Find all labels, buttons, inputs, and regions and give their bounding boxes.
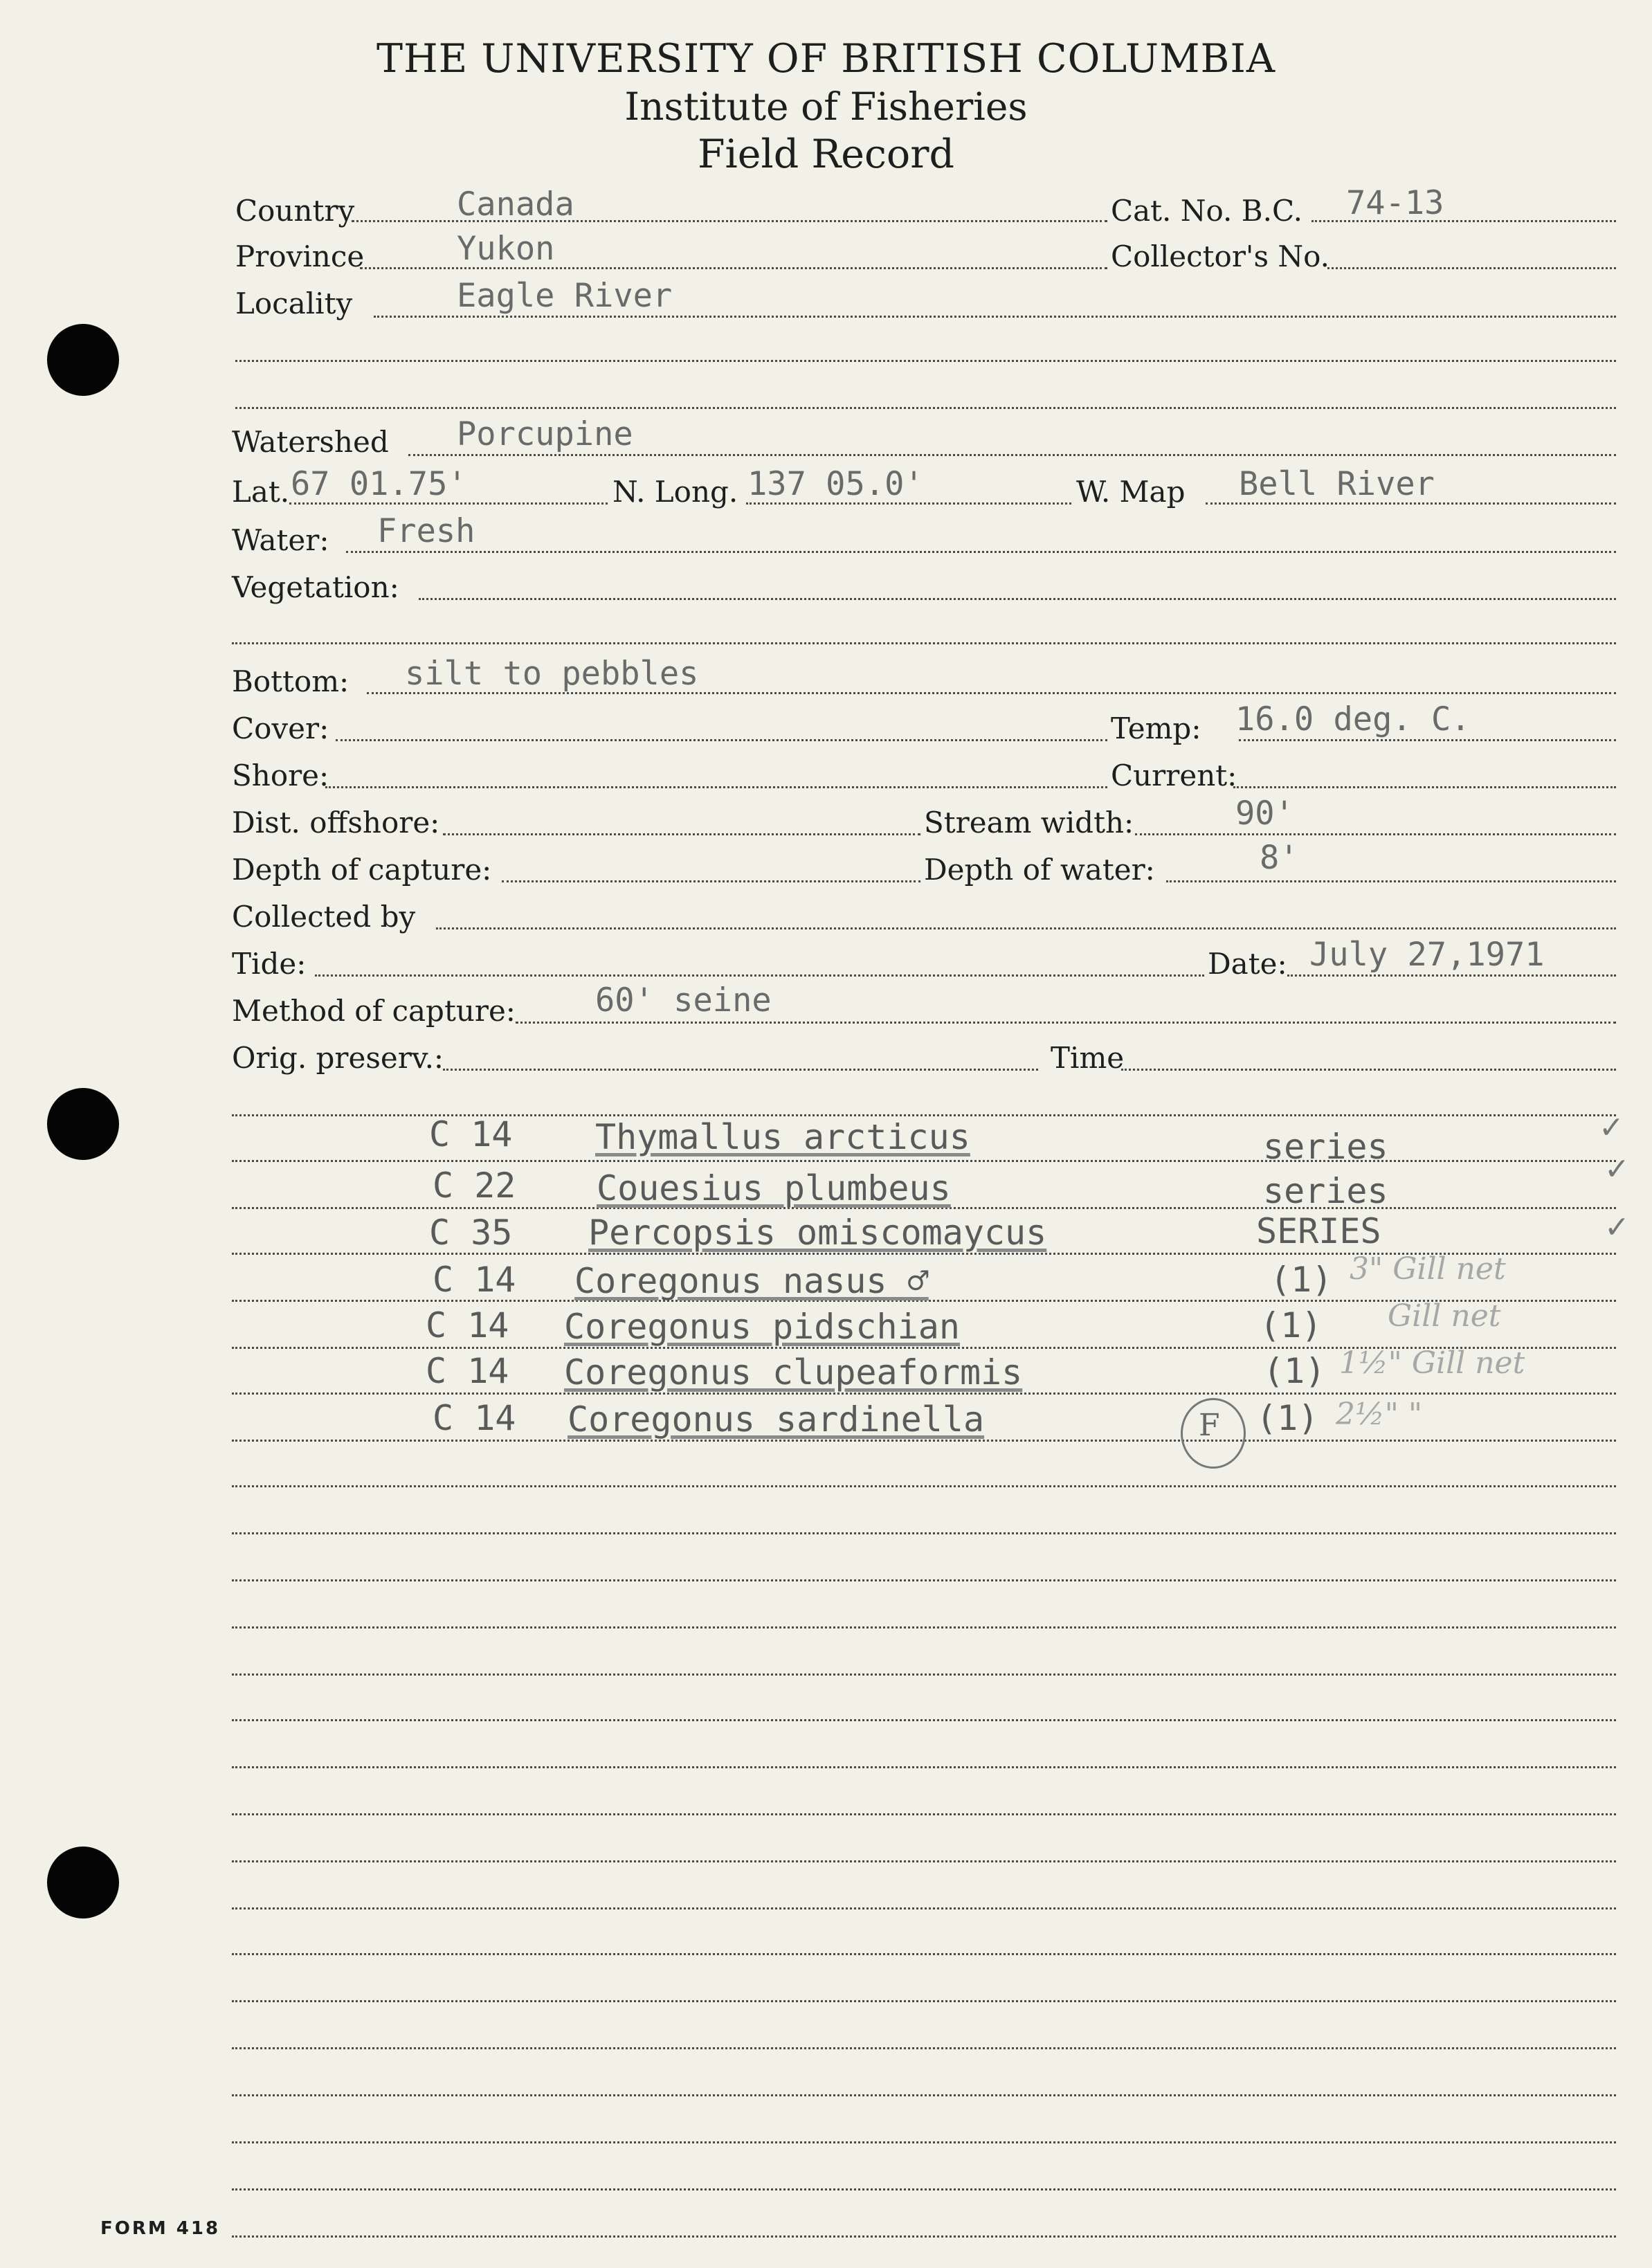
stream-width-line: [1135, 833, 1616, 835]
bottom-label: Bottom:: [232, 664, 350, 698]
handwritten-note: 3" Gill net: [1350, 1251, 1506, 1287]
specimen-name: Coregonus clupeaformis: [564, 1352, 1023, 1392]
list-line: [232, 1579, 1616, 1581]
stream-width-label: Stream width:: [924, 806, 1134, 840]
list-line: [232, 2141, 1616, 2143]
check-icon: ✓: [1604, 1152, 1630, 1187]
collected-by-label: Collected by: [232, 900, 416, 934]
circled-mark-letter: F: [1199, 1408, 1220, 1443]
tide-line: [315, 974, 1204, 977]
list-line: [232, 1392, 1616, 1395]
specimen-qty: (1): [1256, 1398, 1319, 1438]
vegetation-line: [419, 598, 1616, 600]
specimen-qty: series: [1263, 1171, 1388, 1211]
list-line: [232, 1160, 1616, 1162]
specimen-code: C 14: [433, 1398, 516, 1438]
collected-by-line: [436, 927, 1616, 929]
cat-no-value: 74-13: [1346, 184, 1444, 222]
lat-value: 67 01.75': [291, 465, 467, 503]
list-line: [232, 2188, 1616, 2190]
specimen-qty: (1): [1270, 1260, 1333, 1300]
handwritten-note: Gill net: [1388, 1298, 1501, 1334]
locality-line: [374, 316, 1616, 318]
shore-label: Shore:: [232, 759, 329, 792]
locality-line-2: [235, 360, 1616, 362]
water-label: Water:: [232, 523, 329, 557]
list-line: [232, 1719, 1616, 1721]
check-icon: ✓: [1604, 1210, 1630, 1245]
cover-label: Cover:: [232, 711, 329, 745]
specimen-qty: series: [1263, 1127, 1388, 1167]
date-line: [1287, 974, 1616, 977]
lat-label: Lat.: [232, 475, 290, 509]
list-line: [232, 2047, 1616, 2049]
binder-hole-middle: [47, 1088, 119, 1160]
binder-hole-bottom: [47, 1847, 119, 1918]
method-label: Method of capture:: [232, 994, 516, 1028]
shore-line: [325, 786, 1107, 788]
locality-label: Locality: [235, 287, 353, 320]
watershed-value: Porcupine: [457, 415, 633, 453]
locality-value: Eagle River: [457, 277, 673, 315]
method-line: [516, 1022, 1616, 1024]
list-line: [232, 1626, 1616, 1629]
vegetation-label: Vegetation:: [232, 570, 399, 604]
cat-no-label: Cat. No. B.C.: [1111, 194, 1302, 228]
n-long-label: N. Long.: [612, 475, 738, 509]
list-line: [232, 2000, 1616, 2002]
water-line: [346, 551, 1616, 553]
specimen-name: Percopsis omiscomaycus: [588, 1213, 1047, 1253]
locality-line-3: [235, 407, 1616, 409]
w-map-label: W. Map: [1076, 475, 1186, 509]
specimen-name: Coregonus sardinella: [568, 1399, 985, 1440]
university-title: THE UNIVERSITY OF BRITISH COLUMBIA: [376, 36, 1276, 82]
specimen-qty: SERIES: [1256, 1211, 1381, 1251]
current-label: Current:: [1111, 759, 1237, 792]
water-value: Fresh: [377, 512, 475, 550]
country-value: Canada: [457, 185, 574, 224]
specimen-code: C 35: [429, 1213, 513, 1253]
current-line: [1233, 786, 1616, 788]
date-value: July 27,1971: [1309, 936, 1545, 974]
depth-water-line: [1166, 880, 1616, 882]
specimen-qty: (1): [1260, 1305, 1323, 1345]
dist-offshore-label: Dist. offshore:: [232, 806, 440, 840]
tide-label: Tide:: [232, 947, 307, 981]
specimen-qty: (1): [1263, 1351, 1326, 1391]
province-label: Province: [235, 239, 365, 273]
form-title: Field Record: [698, 131, 954, 177]
temp-label: Temp:: [1111, 711, 1201, 745]
list-line: [232, 1766, 1616, 1768]
depth-capture-line: [502, 880, 920, 882]
list-line: [232, 1485, 1616, 1487]
list-line: [232, 1860, 1616, 1862]
binder-hole-top: [47, 324, 119, 396]
cover-line: [336, 739, 1107, 741]
handwritten-note: 2½" ": [1336, 1397, 1423, 1432]
list-line: [232, 2094, 1616, 2096]
check-icon: ✓: [1599, 1110, 1624, 1145]
time-line: [1121, 1069, 1616, 1071]
specimen-name: Couesius plumbeus: [597, 1168, 951, 1208]
date-label: Date:: [1208, 947, 1287, 981]
vegetation-line-2: [232, 642, 1616, 644]
map-value: Bell River: [1239, 465, 1435, 503]
list-line: [232, 2235, 1616, 2238]
handwritten-note: 1½" Gill net: [1339, 1345, 1525, 1381]
stream-width-value: 90': [1235, 795, 1294, 833]
collectors-no-line: [1327, 267, 1616, 269]
method-value: 60' seine: [595, 981, 772, 1019]
specimen-code: C 22: [433, 1165, 516, 1206]
province-value: Yukon: [457, 230, 555, 268]
temp-value: 16.0 deg. C.: [1235, 700, 1471, 738]
specimen-code: C 14: [426, 1351, 509, 1391]
list-line: [232, 1907, 1616, 1909]
temp-line: [1239, 739, 1616, 741]
form-number: FORM 418: [100, 2218, 221, 2239]
bottom-value: silt to pebbles: [405, 655, 699, 693]
time-label: Time: [1051, 1041, 1125, 1075]
specimen-name: Thymallus arcticus: [595, 1117, 970, 1157]
orig-preserv-label: Orig. preserv.:: [232, 1041, 444, 1075]
list-line: [232, 1440, 1616, 1442]
specimen-name: Coregonus nasus ♂: [574, 1261, 929, 1301]
watershed-label: Watershed: [232, 425, 389, 459]
specimen-name: Coregonus pidschian: [564, 1307, 960, 1347]
dist-offshore-line: [443, 833, 920, 835]
depth-water-label: Depth of water:: [924, 853, 1155, 887]
list-line: [232, 1673, 1616, 1676]
depth-water-value: 8': [1260, 839, 1299, 877]
long-value: 137 05.0': [747, 465, 924, 503]
list-line: [232, 1532, 1616, 1534]
specimen-code: C 14: [429, 1114, 513, 1154]
orig-preserv-line: [443, 1069, 1038, 1071]
specimen-code: C 14: [433, 1260, 516, 1300]
institute-title: Institute of Fisheries: [624, 84, 1028, 129]
collectors-no-label: Collector's No.: [1111, 239, 1330, 273]
country-label: Country: [235, 194, 355, 228]
list-line: [232, 1813, 1616, 1815]
depth-capture-label: Depth of capture:: [232, 853, 492, 887]
watershed-line: [408, 454, 1616, 456]
list-line: [232, 1953, 1616, 1955]
specimen-code: C 14: [426, 1305, 509, 1345]
